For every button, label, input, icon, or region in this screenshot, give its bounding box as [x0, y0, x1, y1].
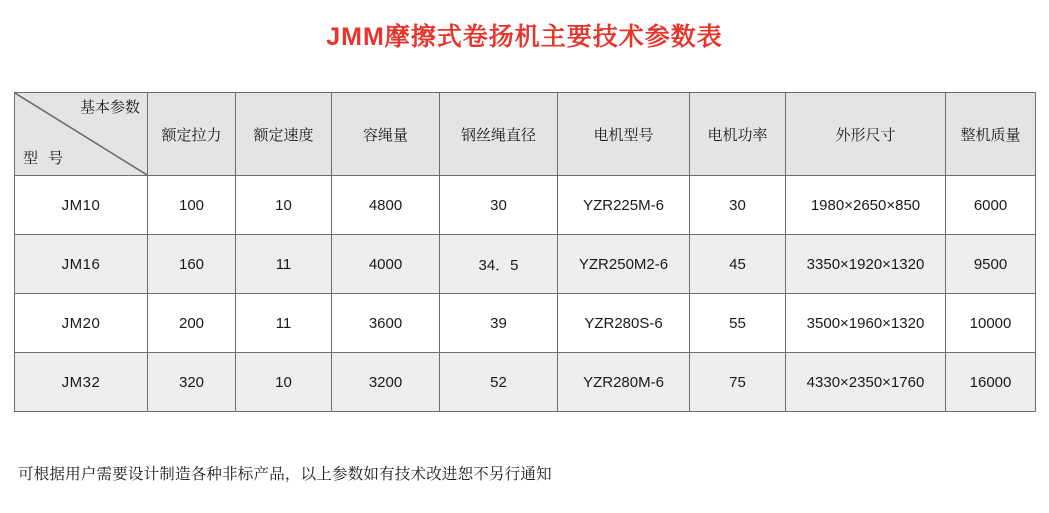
cell-motor-power: 45 — [690, 235, 786, 294]
column-header-total-weight: 整机质量 — [946, 93, 1036, 176]
cell-model: JM32 — [15, 353, 148, 412]
cell-dimensions: 3500×1960×1320 — [786, 294, 946, 353]
page-title: JMM摩擦式卷扬机主要技术参数表 — [326, 23, 723, 51]
column-header-motor-model: 电机型号 — [558, 93, 690, 176]
cell-motor-model: YZR250M2-6 — [558, 235, 690, 294]
cell-motor-power: 30 — [690, 176, 786, 235]
table-row — [15, 294, 1036, 353]
column-header-rope-capacity: 容绳量 — [332, 93, 440, 176]
cell-total-weight: 10000 — [946, 294, 1036, 353]
cell-rated-pull: 100 — [148, 176, 236, 235]
cell-model: JM20 — [15, 294, 148, 353]
cell-rated-pull: 320 — [148, 353, 236, 412]
cell-dimensions: 1980×2650×850 — [786, 176, 946, 235]
cell-rope-diameter: 30 — [440, 176, 558, 235]
cell-motor-model: YZR280M-6 — [558, 353, 690, 412]
corner-top-label: 基本参数 — [79, 99, 140, 116]
table-corner-cell — [15, 93, 148, 176]
table-header-row — [15, 93, 1036, 176]
cell-rope-diameter: 52 — [440, 353, 558, 412]
corner-bottom-label: 型 号 — [23, 149, 67, 167]
column-header-rated-speed: 额定速度 — [236, 93, 332, 176]
cell-total-weight: 16000 — [946, 353, 1036, 412]
cell-motor-power: 75 — [690, 353, 786, 412]
parameters-table-container — [14, 92, 1035, 412]
column-header-rope-diameter: 钢丝绳直径 — [440, 93, 558, 176]
cell-rated-pull: 200 — [148, 294, 236, 353]
cell-rope-capacity: 4800 — [332, 176, 440, 235]
cell-total-weight: 6000 — [946, 176, 1036, 235]
table-row — [15, 176, 1036, 235]
cell-motor-model: YZR225M-6 — [558, 176, 690, 235]
cell-dimensions: 4330×2350×1760 — [786, 353, 946, 412]
cell-rope-diameter: 39 — [440, 294, 558, 353]
table-row — [15, 235, 1036, 294]
column-header-dimensions: 外形尺寸 — [786, 93, 946, 176]
cell-rated-speed: 11 — [236, 294, 332, 353]
cell-total-weight: 9500 — [946, 235, 1036, 294]
cell-rated-pull: 160 — [148, 235, 236, 294]
cell-dimensions: 3350×1920×1320 — [786, 235, 946, 294]
parameters-table — [14, 92, 1036, 412]
cell-motor-model: YZR280S-6 — [558, 294, 690, 353]
cell-model: JM10 — [15, 176, 148, 235]
footer-note: 可根据用户需要设计制造各种非标产品，以上参数如有技术改进恕不另行通知 — [18, 466, 552, 483]
table-row — [15, 353, 1036, 412]
cell-rated-speed: 10 — [236, 176, 332, 235]
column-header-rated-pull: 额定拉力 — [148, 93, 236, 176]
cell-rated-speed: 10 — [236, 353, 332, 412]
cell-model: JM16 — [15, 235, 148, 294]
column-header-motor-power: 电机功率 — [690, 93, 786, 176]
cell-rope-capacity: 4000 — [332, 235, 440, 294]
cell-rope-capacity: 3200 — [332, 353, 440, 412]
cell-rope-capacity: 3600 — [332, 294, 440, 353]
cell-rated-speed: 11 — [236, 235, 332, 294]
cell-motor-power: 55 — [690, 294, 786, 353]
cell-rope-diameter: 34．5 — [440, 235, 558, 294]
